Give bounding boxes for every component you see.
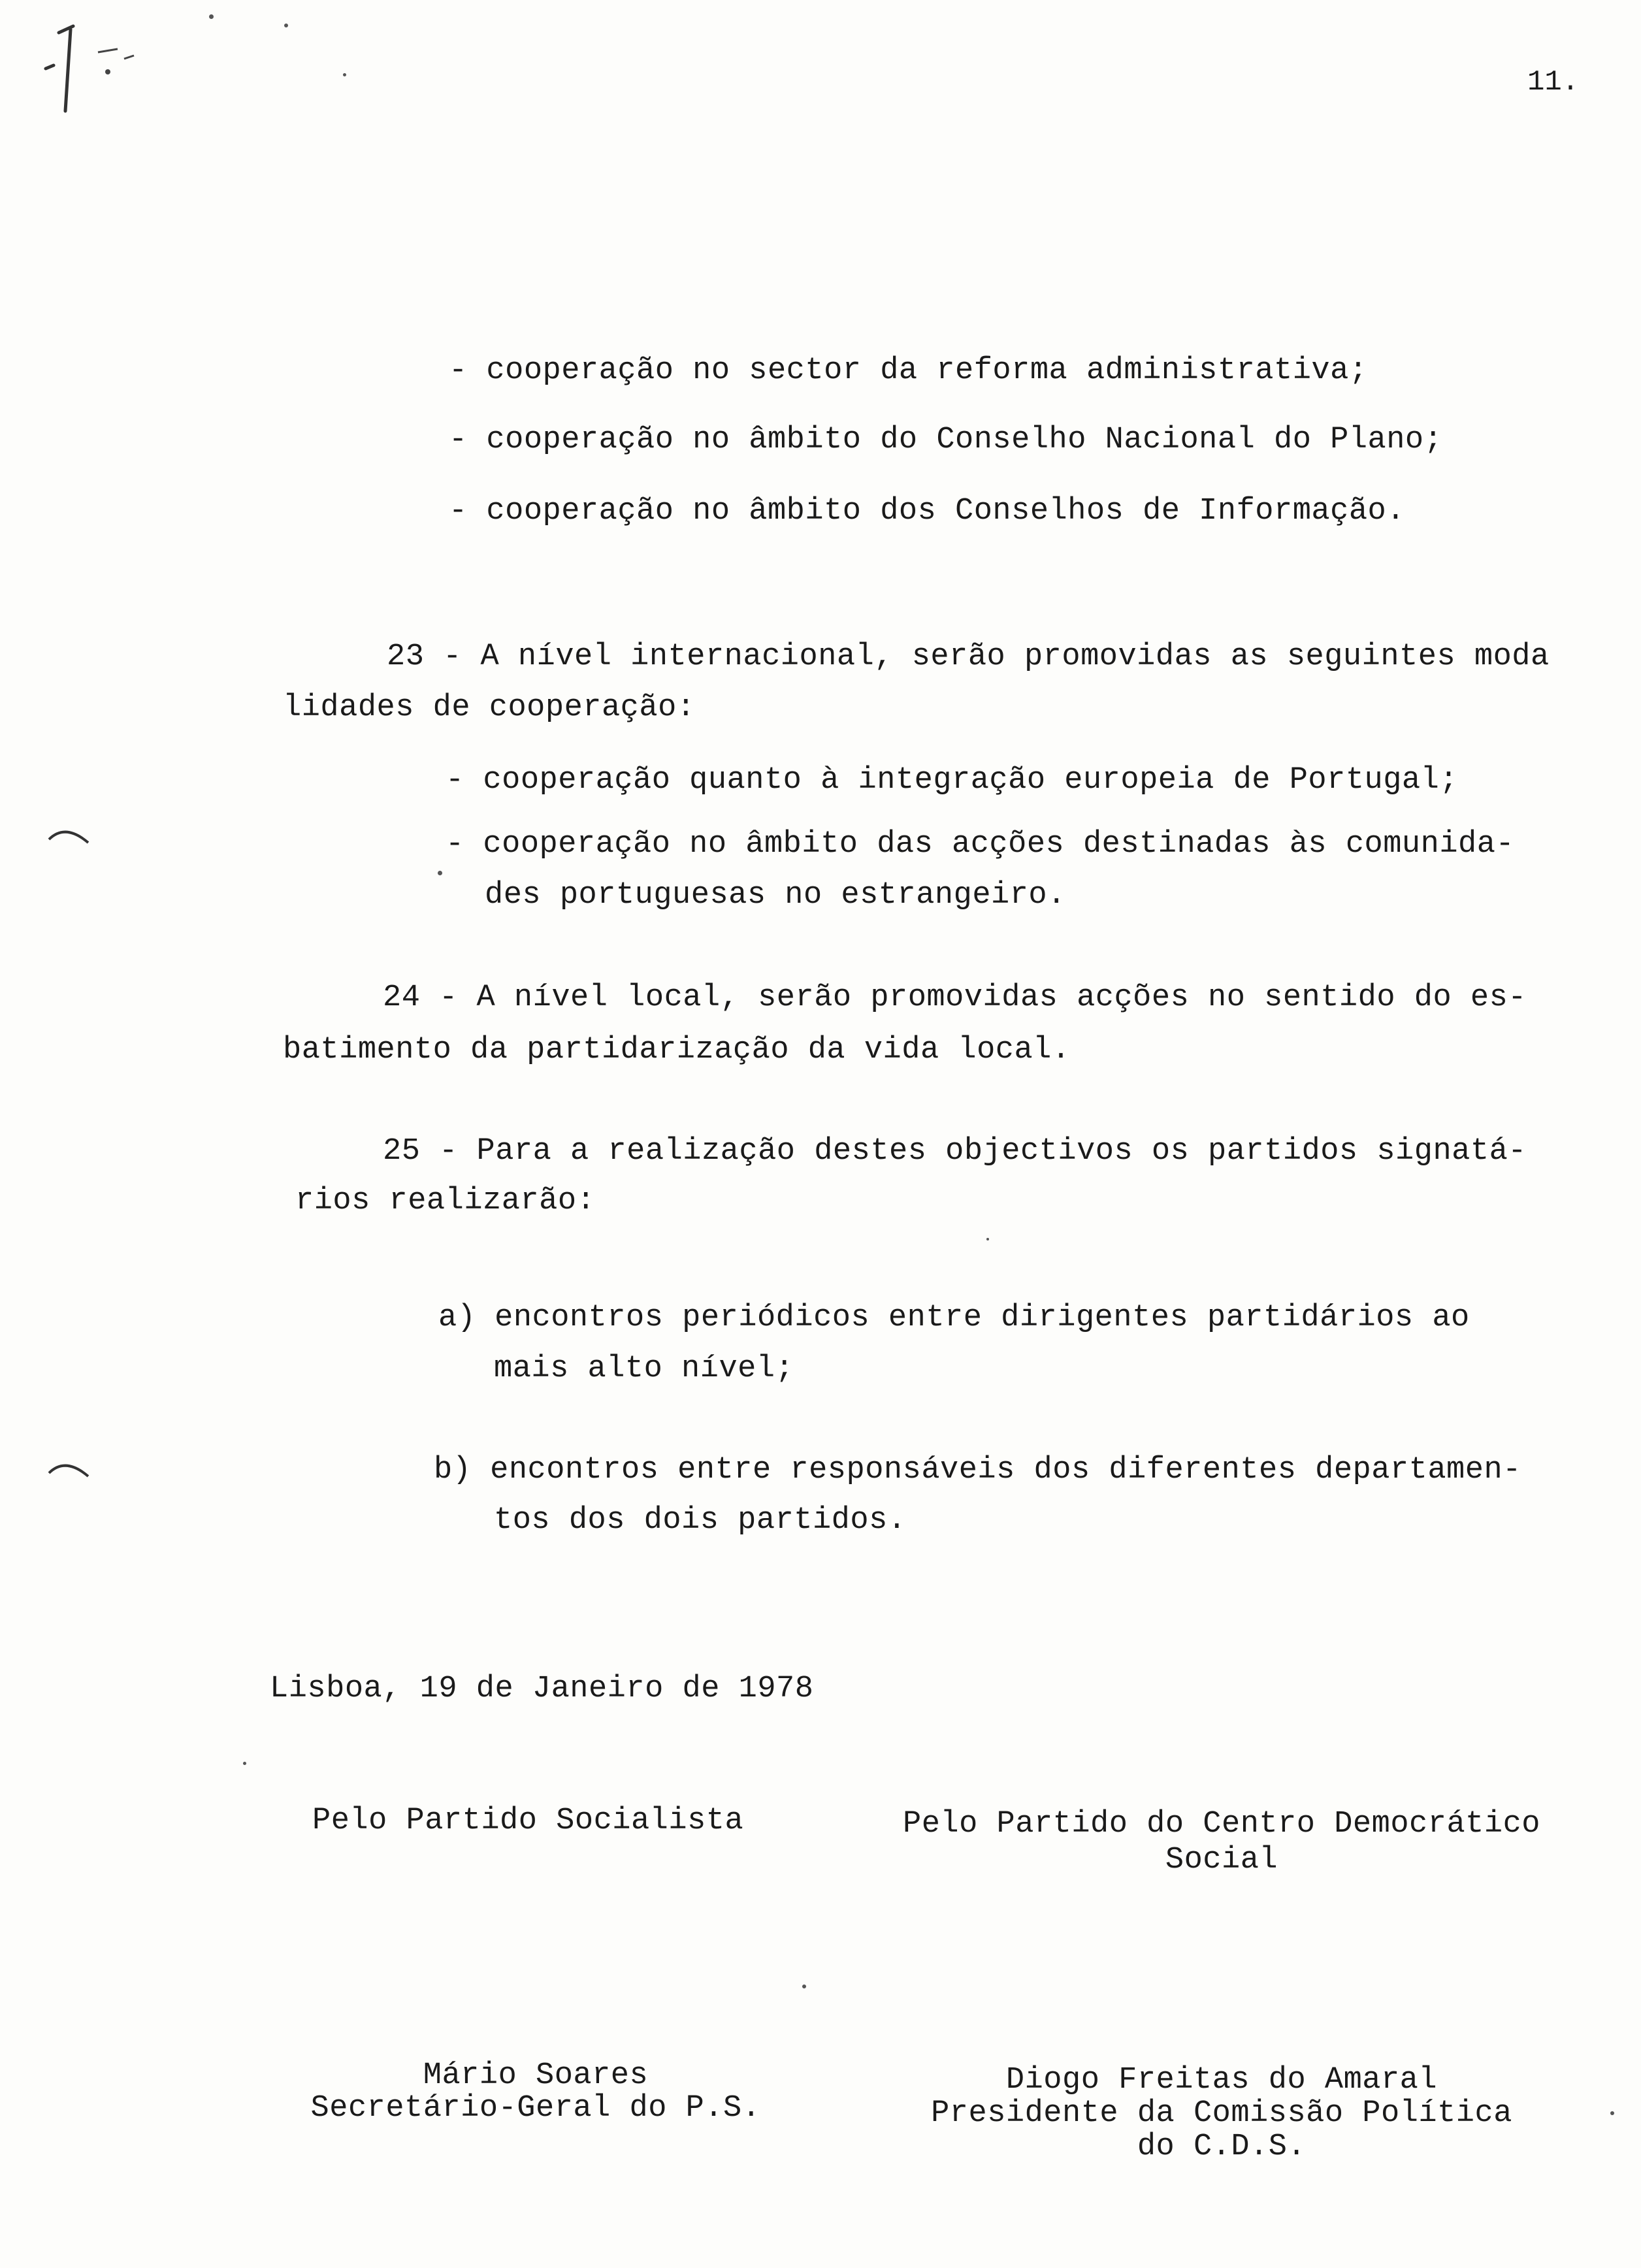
scan-speck: [243, 1762, 246, 1765]
signatory-right-title: do C.D.S.: [1137, 2130, 1307, 2164]
signatory-right-party: Pelo Partido do Centro Democrático: [903, 1807, 1540, 1841]
place-date: Lisboa, 19 de Janeiro de 1978: [270, 1672, 814, 1706]
paragraph-23-line: lidades de cooperação:: [283, 690, 696, 725]
scan-speck: [284, 24, 288, 27]
signatory-right-title: Presidente da Comissão Política: [931, 2096, 1512, 2131]
list-item: - cooperação no âmbito dos Conselhos de Informação.: [449, 494, 1405, 528]
scan-speck: [438, 871, 442, 875]
scan-speck: [802, 1984, 806, 1988]
scan-speck: [1610, 2111, 1614, 2115]
paragraph-23-line: 23 - A nível internacional, serão promovidas as seguintes moda: [387, 640, 1550, 674]
punch-hole-mark: [46, 820, 98, 852]
list-item-a: a) encontros periódicos entre dirigentes partidários ao: [438, 1301, 1470, 1335]
scan-speck: [343, 73, 346, 76]
list-item-continuation: des portuguesas no estrangeiro.: [485, 878, 1066, 913]
paragraph-24-line: batimento da partidarização da vida local.: [283, 1033, 1071, 1067]
signatory-right-party: Social: [1165, 1843, 1278, 1877]
list-item: - cooperação no âmbito do Conselho Nacional do Plano;: [449, 423, 1443, 457]
signatory-left-title: Secretário-Geral do P.S.: [310, 2091, 761, 2126]
signatory-right-name: Diogo Freitas do Amaral: [1005, 2063, 1438, 2098]
list-item-b: b) encontros entre responsáveis dos diferentes departamen-: [434, 1453, 1521, 1487]
page-number: 11.: [1527, 66, 1580, 99]
scan-speck: [986, 1238, 989, 1240]
list-item: - cooperação quanto à integração europeia de Portugal;: [446, 763, 1459, 798]
scan-speck: [209, 14, 214, 19]
punch-hole-mark: [46, 1453, 98, 1486]
paragraph-24-line: 24 - A nível local, serão promovidas acções no sentido do es-: [383, 980, 1527, 1015]
handwritten-mark: [20, 13, 150, 137]
list-item-b-continuation: tos dos dois partidos.: [494, 1503, 907, 1538]
list-item: - cooperação no sector da reforma administrativa;: [449, 353, 1368, 388]
paragraph-25-line: rios realizarão:: [295, 1184, 596, 1218]
list-item-a-continuation: mais alto nível;: [494, 1352, 794, 1386]
list-item: - cooperação no âmbito das acções destinadas às comunida-: [446, 827, 1515, 862]
signatory-left-name: Mário Soares: [423, 2058, 649, 2093]
paragraph-25-line: 25 - Para a realização destes objectivos os partidos signatá-: [383, 1134, 1527, 1169]
signatory-left-party: Pelo Partido Socialista: [312, 1804, 744, 1838]
